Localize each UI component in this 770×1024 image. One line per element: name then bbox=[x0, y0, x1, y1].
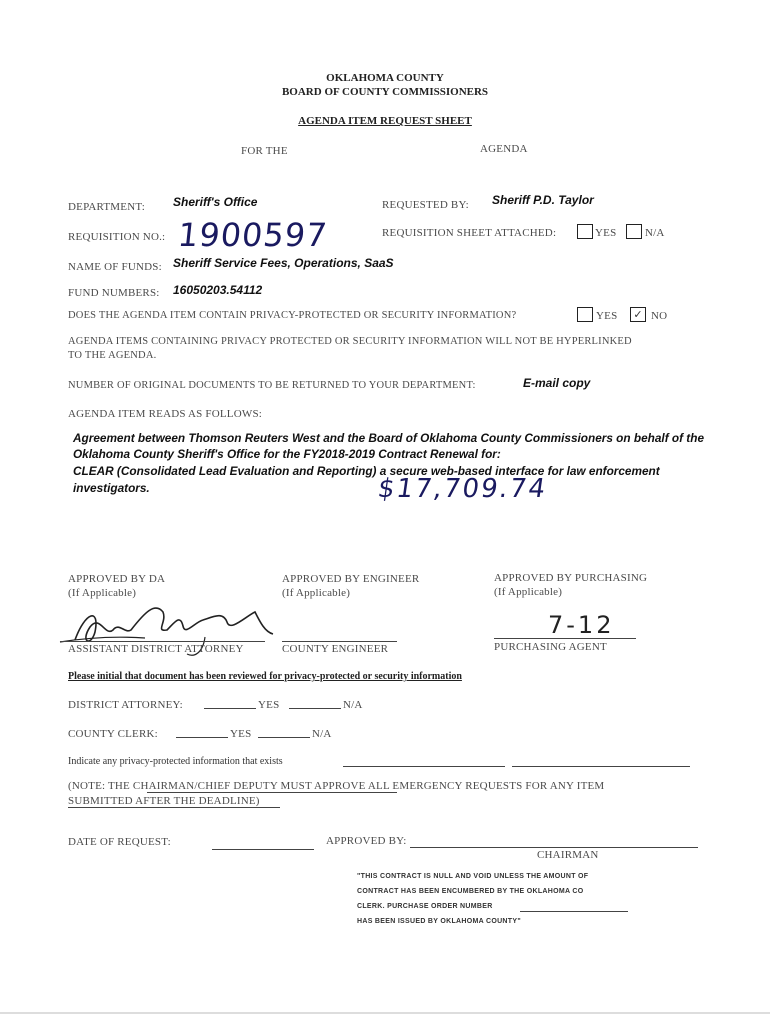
da-review-label: DISTRICT ATTORNEY: bbox=[68, 699, 183, 711]
purchasing-date: 7-12 bbox=[548, 611, 615, 639]
cc-yes-line[interactable] bbox=[176, 737, 228, 738]
funds-label: NAME OF FUNDS: bbox=[68, 261, 162, 273]
reads-as-follows-label: AGENDA ITEM READS AS FOLLOWS: bbox=[68, 408, 263, 420]
note-underline-2 bbox=[68, 807, 280, 808]
agenda-text-line2: Oklahoma County Sheriff's Office for the FY2018-2019 Contract Renewal for: bbox=[73, 447, 501, 461]
req-sheet-na-checkbox[interactable] bbox=[626, 224, 642, 239]
requisition-value: 1900597 bbox=[176, 216, 330, 254]
fund-numbers-value: 16050203.54112 bbox=[173, 283, 263, 297]
chairman-label: CHAIRMAN bbox=[537, 849, 599, 861]
privacy-no-checkbox[interactable]: ✓ bbox=[630, 307, 646, 322]
agenda-label: AGENDA bbox=[480, 143, 528, 155]
original-docs-label: NUMBER OF ORIGINAL DOCUMENTS TO BE RETURNED TO YOUR DEPARTMENT: bbox=[68, 380, 476, 391]
approved-purchasing-sub: (If Applicable) bbox=[494, 586, 563, 598]
department-label: DEPARTMENT: bbox=[68, 201, 145, 213]
privacy-note-line1: AGENDA ITEMS CONTAINING PRIVACY PROTECTED OR SECURITY INFORMATION WILL NOT BE HYPERLINKED bbox=[68, 336, 632, 347]
county-title: OKLAHOMA COUNTY bbox=[326, 72, 444, 84]
chairman-signature-line[interactable] bbox=[410, 847, 698, 848]
privacy-yes-label: YES bbox=[596, 310, 618, 322]
funds-value: Sheriff Service Fees, Operations, SaaS bbox=[173, 256, 394, 270]
approved-purchasing-label: APPROVED BY PURCHASING bbox=[494, 572, 648, 584]
sheet-title: AGENDA ITEM REQUEST SHEET bbox=[298, 115, 472, 127]
note-line1: (NOTE: THE CHAIRMAN/CHIEF DEPUTY MUST APPROVE ALL EMERGENCY REQUESTS FOR ANY ITEM bbox=[68, 780, 605, 792]
requested-by-label: REQUESTED BY: bbox=[382, 199, 469, 211]
requisition-label: REQUISITION NO.: bbox=[68, 231, 166, 243]
date-of-request-line[interactable] bbox=[212, 849, 314, 850]
cc-yes-label: YES bbox=[230, 728, 252, 740]
contract-amount: $17,709.74 bbox=[375, 474, 549, 504]
da-na-line[interactable] bbox=[289, 708, 341, 709]
for-the-label: FOR THE bbox=[241, 145, 288, 157]
requested-by-value: Sheriff P.D. Taylor bbox=[492, 193, 594, 207]
cc-review-label: COUNTY CLERK: bbox=[68, 728, 158, 740]
approved-engineer-sub: (If Applicable) bbox=[282, 587, 351, 599]
approved-by-label: APPROVED BY: bbox=[326, 835, 407, 847]
original-docs-value: E-mail copy bbox=[523, 376, 591, 390]
da-yes-line[interactable] bbox=[204, 708, 256, 709]
note-underline-1 bbox=[147, 792, 397, 793]
agenda-text-line4: investigators. bbox=[73, 481, 150, 495]
approved-da-sub: (If Applicable) bbox=[68, 587, 137, 599]
privacy-yes-checkbox[interactable] bbox=[577, 307, 593, 322]
cc-na-line[interactable] bbox=[258, 737, 310, 738]
purchase-order-line[interactable] bbox=[520, 911, 628, 912]
purchasing-signature-line bbox=[494, 638, 636, 639]
page-bottom-edge bbox=[0, 1012, 770, 1014]
indicate-line-2[interactable] bbox=[512, 766, 690, 767]
privacy-question: DOES THE AGENDA ITEM CONTAIN PRIVACY-PROTECTED OR SECURITY INFORMATION? bbox=[68, 310, 517, 321]
privacy-no-label: NO bbox=[651, 310, 668, 322]
cc-na-label: N/A bbox=[312, 728, 332, 740]
privacy-note-line2: TO THE AGENDA. bbox=[68, 350, 157, 361]
county-engineer-label: COUNTY ENGINEER bbox=[282, 643, 389, 655]
fund-numbers-label: FUND NUMBERS: bbox=[68, 287, 160, 299]
indicate-label: Indicate any privacy-protected information that exists bbox=[68, 756, 283, 767]
purchasing-agent-label: PURCHASING AGENT bbox=[494, 641, 607, 653]
agenda-text-line1: Agreement between Thomson Reuters West and the Board of Oklahoma County Commissioners on behalf of the bbox=[73, 431, 705, 445]
note-line2: SUBMITTED AFTER THE DEADLINE) bbox=[68, 795, 260, 807]
da-yes-label: YES bbox=[258, 699, 280, 711]
agenda-text-line3: CLEAR (Consolidated Lead Evaluation and Reporting) a secure web-based interface for law enforcement bbox=[73, 464, 660, 478]
approved-da-label: APPROVED BY DA bbox=[68, 573, 166, 585]
ada-signature-line bbox=[60, 641, 265, 642]
stamp-line1: "THIS CONTRACT IS NULL AND VOID UNLESS THE AMOUNT OF bbox=[357, 873, 589, 880]
stamp-line2: CONTRACT HAS BEEN ENCUMBERED BY THE OKLAHOMA CO bbox=[357, 888, 584, 895]
da-na-label: N/A bbox=[343, 699, 363, 711]
date-of-request-label: DATE OF REQUEST: bbox=[68, 836, 171, 848]
engineer-signature-line bbox=[282, 641, 397, 642]
req-sheet-yes-label: YES bbox=[595, 227, 617, 239]
approved-engineer-label: APPROVED BY ENGINEER bbox=[282, 573, 420, 585]
board-title: BOARD OF COUNTY COMMISSIONERS bbox=[281, 86, 489, 98]
req-sheet-label: REQUISITION SHEET ATTACHED: bbox=[382, 227, 557, 239]
ada-label: ASSISTANT DISTRICT ATTORNEY bbox=[68, 643, 244, 655]
indicate-line-1[interactable] bbox=[343, 766, 505, 767]
initial-note: Please initial that document has been reviewed for privacy-protected or security information bbox=[68, 671, 462, 682]
stamp-line3: CLERK. PURCHASE ORDER NUMBER bbox=[357, 903, 493, 910]
stamp-line4: HAS BEEN ISSUED BY OKLAHOMA COUNTY" bbox=[357, 918, 521, 925]
department-value: Sheriff's Office bbox=[173, 195, 258, 209]
req-sheet-yes-checkbox[interactable] bbox=[577, 224, 593, 239]
req-sheet-na-label: N/A bbox=[645, 227, 665, 239]
